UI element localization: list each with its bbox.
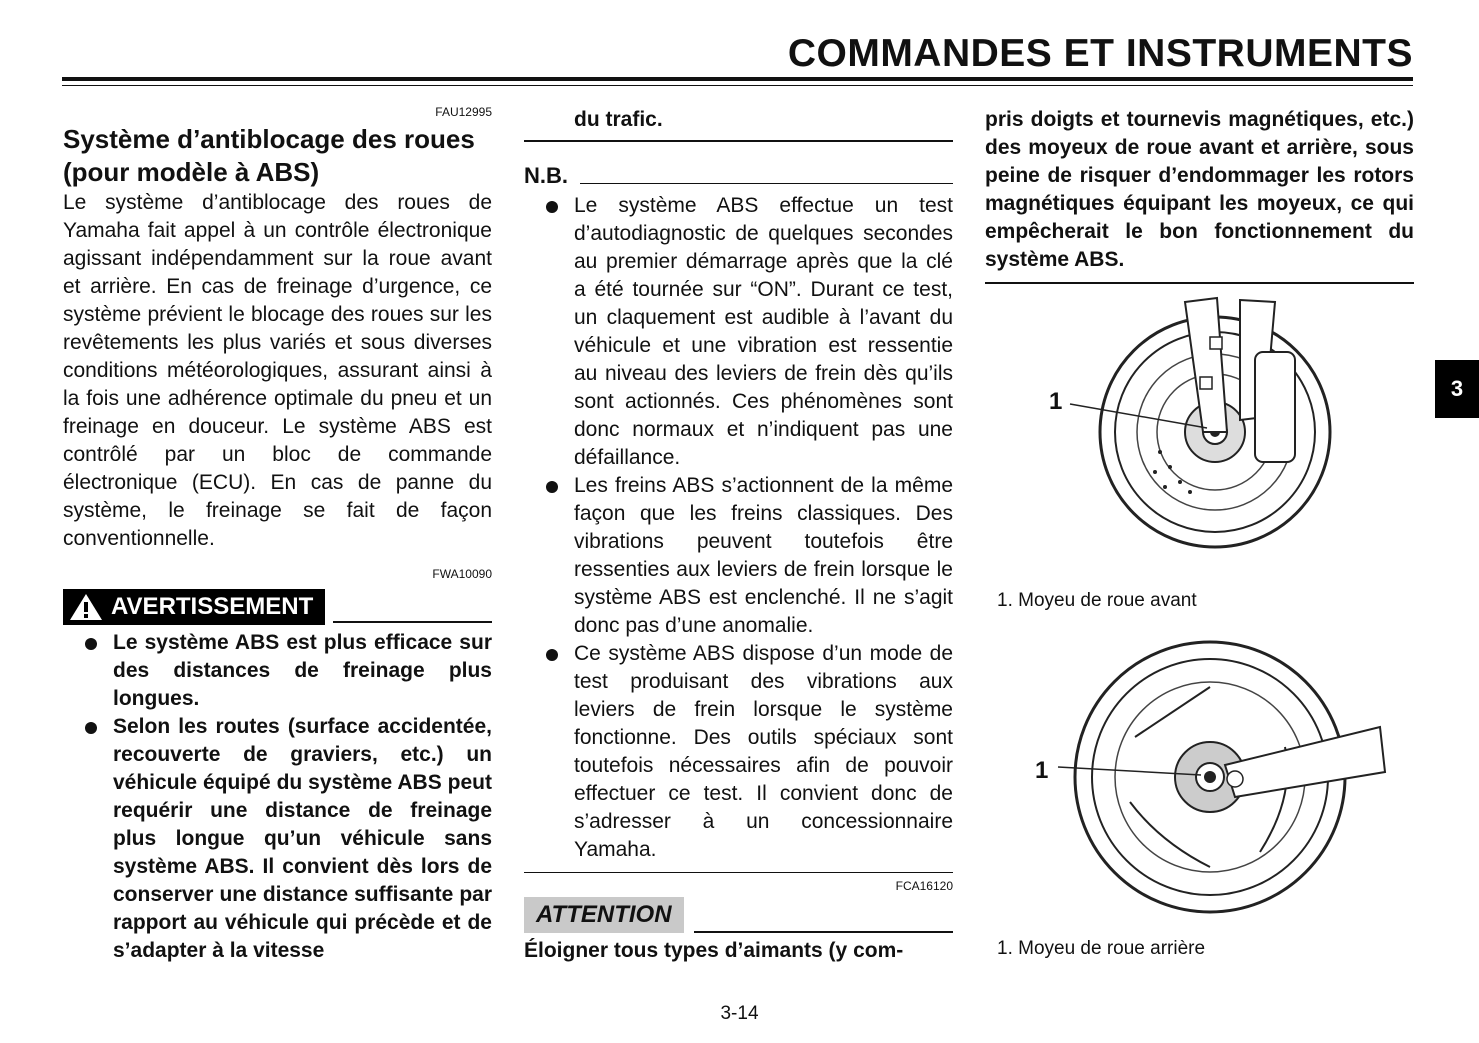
attention-badge: ATTENTION — [524, 897, 684, 933]
chapter-tab: 3 — [1435, 360, 1479, 418]
header-rule-thin — [62, 85, 1413, 86]
front-hub-caption: 1. Moyeu de roue avant — [997, 590, 1197, 611]
front-wheel-hub-illustration — [985, 292, 1414, 592]
figure-rear-hub — [985, 627, 1414, 937]
bullet-icon — [85, 722, 97, 734]
page-header-title: COMMANDES ET INSTRUMENTS — [787, 32, 1413, 75]
attention-code: FCA16120 — [895, 879, 953, 893]
bullet-icon — [546, 201, 558, 213]
attention-continuation: pris doigts et tournevis magnétiques, etc.) des moyeux de roue avant et arrière, sous peine de risquer d’endommager les rotors magnétiques équipant les moyeux, ce qui empêcherait le bon fonctionnement du système ABS. — [985, 108, 1414, 271]
figure-front-hub — [985, 284, 1414, 589]
bullet-icon — [85, 638, 97, 650]
nb-list — [524, 192, 953, 864]
warning-triangle-icon — [69, 593, 103, 621]
front-hub-callout: 1 — [1049, 388, 1063, 415]
bullet-icon — [546, 481, 558, 493]
warning-list — [63, 629, 492, 965]
rear-hub-callout: 1 — [1035, 757, 1049, 784]
page-number: 3-14 — [720, 1003, 759, 1024]
attention-rule — [694, 931, 953, 933]
column-1 — [63, 105, 492, 965]
rear-wheel-hub-illustration — [985, 627, 1414, 927]
bullet-icon — [546, 649, 558, 661]
warning-continuation: du trafic. — [574, 108, 663, 131]
header-rule-thick — [62, 77, 1413, 81]
section-code: FAU12995 — [435, 105, 492, 119]
warning-code: FWA10090 — [432, 567, 492, 581]
list-item: Ce système ABS dispose d’un mode de test produisant des vibrations aux leviers de frein lorsque le système fonctionne. Des outils spéciaux sont toutefois nécessaires afin de pouvoir effectuer ce test. Il convient donc de s’adresser à un concessionnaire Yamaha. — [524, 640, 953, 864]
list-item: Les freins ABS s’actionnent de la même façon que les freins classiques. Des vibrations peuvent toutefois être ressenties aux leviers de frein lorsque le système ABS est enclenché. Il ne s’agit donc pas d’une anomalie. — [524, 472, 953, 640]
nb-header — [524, 162, 953, 190]
list-item: Le système ABS effectue un test d’autodiagnostic de quelques secondes au premier démarrage après que la clé a été tournée sur “ON”. Durant ce test, un claquement est audible à l’avant du véhicule et une vibration est ressentie au niveau des leviers de frein dès qu’ils sont actionnés. Ces phénomènes sont donc normaux et n’indiquent pas une défaillance. — [524, 192, 953, 472]
column-2 — [524, 105, 953, 965]
column-3 — [985, 105, 1414, 961]
nb-end-rule — [524, 872, 953, 873]
nb-rule — [580, 183, 953, 184]
list-item: Le système ABS est plus efficace sur des distances de freinage plus longues. — [63, 629, 492, 713]
attention-text: Éloigner tous types d’aimants (y com- — [524, 939, 904, 962]
warning-label: AVERTISSEMENT — [111, 593, 314, 620]
warning-header — [63, 589, 492, 625]
list-item: Selon les routes (surface accidentée, recouverte de graviers, etc.) un véhicule équipé du système ABS peut requérir une distance de freinage plus longue qu’un véhicule sans système ABS. Il convient dès lors de conserver une distance suffisante par rapport au véhicule qui précède et de s’adapter à la vitesse — [63, 713, 492, 965]
attention-header — [524, 897, 953, 933]
warning-badge — [63, 589, 325, 625]
intro-paragraph: Le système d’antiblocage des roues de Yamaha fait appel à un contrôle électronique agissant indépendamment sur la roue avant et arrière. En cas de freinage d’urgence, ce système prévient le blocage des roues sur les revêtements les plus variés et sous diverses conditions météorologiques, assurant ainsi à la fois une adhérence optimale du pneu et un freinage en douceur. Le système ABS est contrôlé par un bloc de commande électronique (ECU). En cas de panne du système, le freinage se fait de façon conventionnelle. — [63, 191, 492, 550]
rear-hub-caption: 1. Moyeu de roue arrière — [997, 938, 1206, 959]
warning-end-rule — [524, 140, 953, 142]
nb-label: N.B. — [524, 163, 568, 188]
warning-rule — [333, 621, 492, 623]
section-title: Système d’antiblocage des roues (pour modèle à ABS) — [63, 124, 475, 187]
